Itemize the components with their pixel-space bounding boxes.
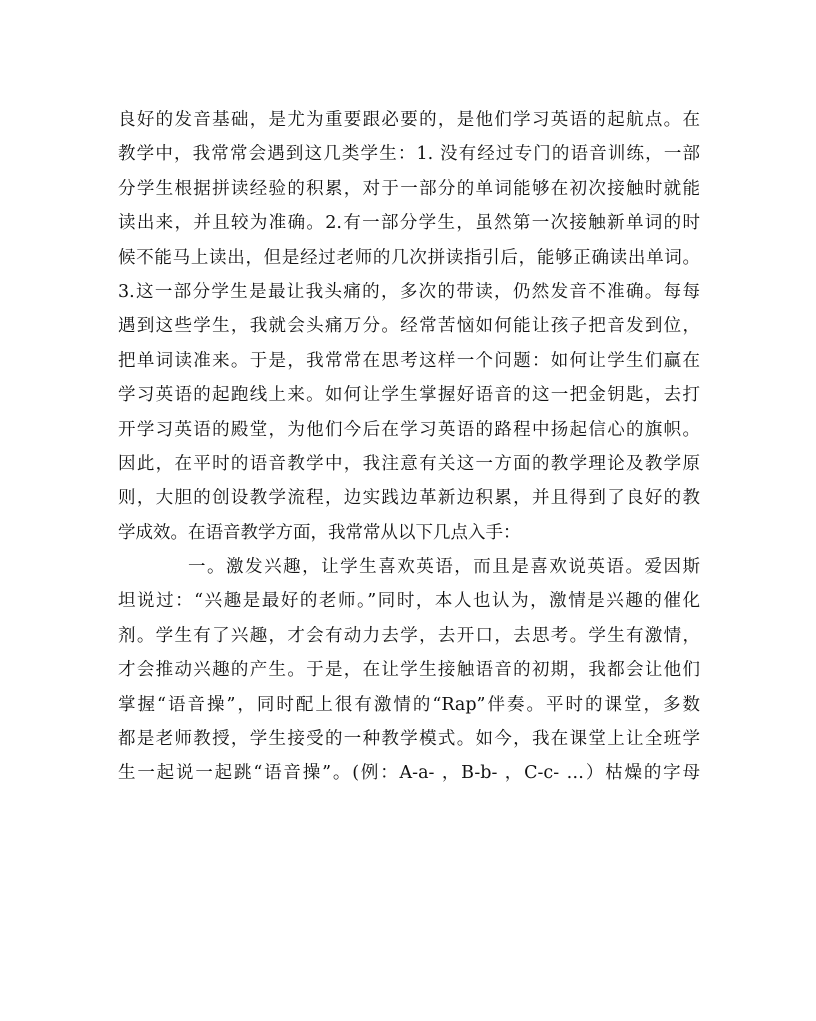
text-line: 学习英语的起跑线上来。如何让学生掌握好语音的这一把金钥匙，去打 [118, 385, 700, 406]
text-line: 生一起说一起跳“语音操”。(例：A-a- ，B-b- ，C-c- …）枯燥的字母 [118, 763, 700, 784]
text-line: 把单词读准来。于是，我常常在思考这样一个问题：如何让学生们赢在 [118, 350, 700, 371]
text-line: 开学习英语的殿堂，为他们今后在学习英语的路程中扬起信心的旗帜。 [118, 419, 700, 440]
text-line: 候不能马上读出，但是经过老师的几次拼读指引后，能够正确读出单词。 [118, 247, 700, 268]
text-line: 掌握“语音操”，同时配上很有激情的“Rap”伴奏。平时的课堂，多数 [118, 694, 700, 715]
text-line: 因此，在平时的语音教学中，我注意有关这一方面的教学理论及教学原 [118, 453, 700, 474]
text-line: 则，大胆的创设教学流程，边实践边革新边积累，并且得到了良好的教 [118, 488, 700, 509]
text-line: 3.这一部分学生是最让我头痛的，多次的带读，仍然发音不准确。每每 [118, 281, 700, 302]
text-line: 分学生根据拼读经验的积累，对于一部分的单词能够在初次接触时就能 [118, 178, 700, 199]
text-line: 一。激发兴趣，让学生喜欢英语，而且是喜欢说英语。爱因斯 [188, 557, 700, 578]
text-line: 读出来，并且较为准确。2.有一部分学生，虽然第一次接触新单词的时 [118, 213, 700, 234]
text-line: 遇到这些学生，我就会头痛万分。经常苦恼如何能让孩子把音发到位， [118, 316, 700, 337]
paragraph-interest-motivation [118, 550, 700, 791]
text-line: 才会推动兴趣的产生。于是，在让学生接触语音的初期，我都会让他们 [118, 660, 700, 681]
text-line: 坦说过：“兴趣是最好的老师。”同时，本人也认为，激情是兴趣的催化 [118, 591, 700, 612]
text-line: 良好的发音基础，是尤为重要跟必要的，是他们学习英语的起航点。在 [118, 110, 700, 130]
text-line: 教学中，我常常会遇到这几类学生：1. 没有经过专门的语音训练，一部 [118, 144, 700, 165]
text-line: 剂。学生有了兴趣，才会有动力去学，去开口，去思考。学生有激情， [118, 625, 700, 646]
paragraph-pronunciation-problem [118, 103, 700, 550]
document-body [118, 103, 700, 791]
text-line: 都是老师教授，学生接受的一种教学模式。如今，我在课堂上让全班学 [118, 729, 700, 750]
text-line: 学成效。在语音教学方面，我常常从以下几点入手： [118, 522, 521, 543]
